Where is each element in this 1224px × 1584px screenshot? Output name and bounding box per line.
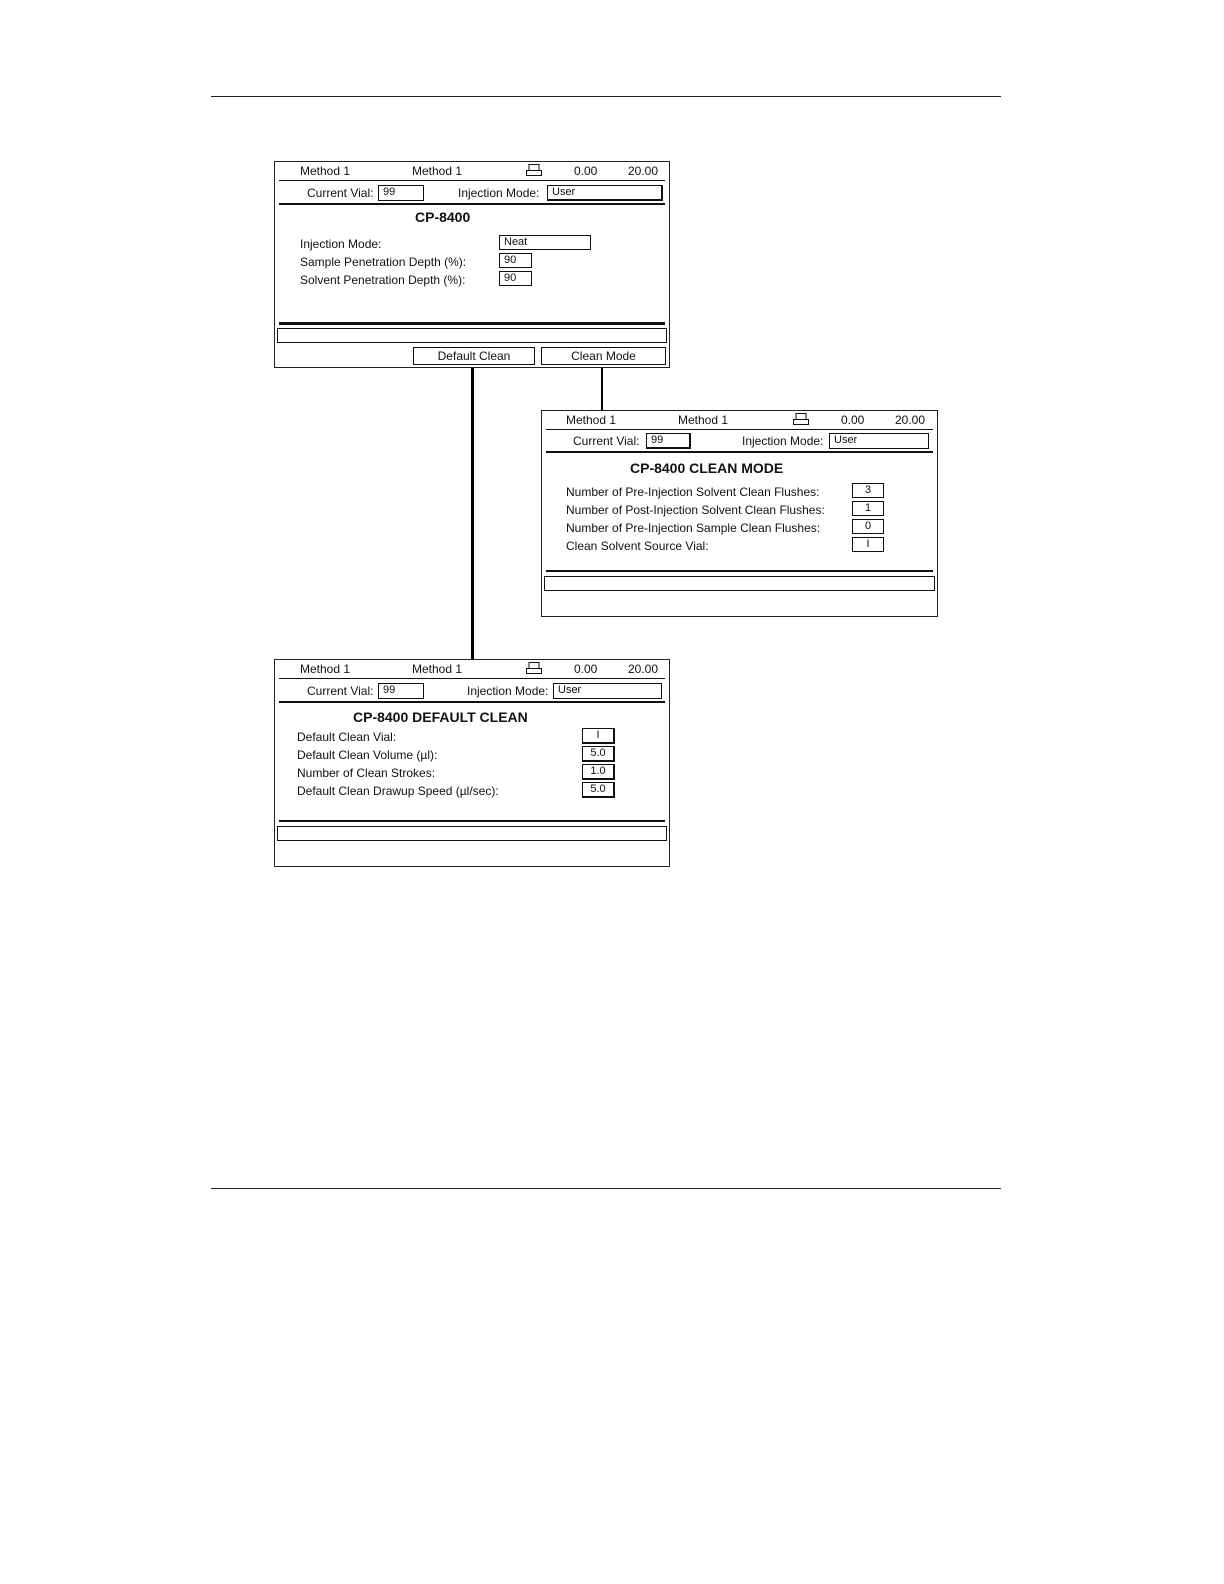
- footer-divider: [546, 570, 933, 572]
- solvent-penetration-field[interactable]: 90: [499, 271, 532, 286]
- field-label: Default Clean Drawup Speed (µl/sec):: [297, 784, 499, 798]
- field-label: Number of Pre-Injection Sample Clean Flushes:: [566, 521, 821, 535]
- screen-clean-mode: [541, 410, 938, 617]
- connector-clean-mode: [601, 367, 603, 411]
- header-divider: [279, 678, 665, 679]
- screen-title: CP-8400 DEFAULT CLEAN: [353, 709, 528, 725]
- message-bar: [544, 576, 935, 591]
- info-divider: [546, 451, 933, 453]
- bottom-page-rule: [211, 1188, 1001, 1189]
- screen-title: CP-8400: [415, 209, 471, 225]
- header-value-2: 20.00: [628, 662, 659, 676]
- post-injection-solvent-flushes-field[interactable]: 1: [852, 501, 884, 516]
- pre-injection-sample-flushes-field[interactable]: 0: [852, 519, 884, 534]
- field-label: Sample Penetration Depth (%):: [300, 255, 467, 269]
- message-bar: [277, 826, 667, 841]
- screen-cp8400: [274, 161, 670, 368]
- injection-mode-select[interactable]: Neat: [499, 235, 591, 250]
- field-label: Number of Post-Injection Solvent Clean Flushes:: [566, 503, 825, 517]
- header-method-b: Method 1: [412, 662, 463, 676]
- injection-mode-field[interactable]: User: [829, 433, 929, 449]
- field-label: Default Clean Vial:: [297, 730, 397, 744]
- injection-mode-label: Injection Mode:: [458, 186, 540, 200]
- injection-mode-label: Injection Mode:: [467, 684, 549, 698]
- top-page-rule: [211, 96, 1001, 97]
- drawup-speed-field[interactable]: 5.0: [582, 782, 615, 798]
- header-value-2: 20.00: [895, 413, 926, 427]
- current-vial-label: Current Vial:: [307, 684, 374, 698]
- header-method-b: Method 1: [678, 413, 729, 427]
- field-label: Solvent Penetration Depth (%):: [300, 273, 466, 287]
- clean-solvent-source-vial-field[interactable]: I: [852, 537, 884, 552]
- footer-divider: [279, 820, 665, 822]
- current-vial-label: Current Vial:: [307, 186, 374, 200]
- injection-mode-field[interactable]: User: [553, 683, 662, 699]
- connector-default-clean: [471, 367, 474, 660]
- default-clean-vial-field[interactable]: I: [582, 728, 615, 744]
- info-divider: [279, 701, 665, 703]
- header-divider: [546, 429, 933, 430]
- field-label: Number of Clean Strokes:: [297, 766, 436, 780]
- message-bar: [277, 328, 667, 343]
- current-vial-label: Current Vial:: [573, 434, 640, 448]
- header-divider: [279, 180, 665, 181]
- printer-icon: [526, 164, 542, 176]
- header-value-1: 0.00: [841, 413, 865, 427]
- header-method-a: Method 1: [300, 164, 351, 178]
- header-method-b: Method 1: [412, 164, 463, 178]
- default-clean-button[interactable]: Default Clean: [413, 347, 535, 365]
- current-vial-field[interactable]: 99: [378, 683, 424, 699]
- sample-penetration-field[interactable]: 90: [499, 253, 532, 268]
- field-label: Clean Solvent Source Vial:: [566, 539, 709, 553]
- footer-divider: [279, 322, 665, 325]
- printer-icon: [526, 662, 542, 674]
- header-value-1: 0.00: [574, 662, 598, 676]
- header-value-2: 20.00: [628, 164, 659, 178]
- field-label: Injection Mode:: [300, 237, 382, 251]
- field-label: Number of Pre-Injection Solvent Clean Flushes:: [566, 485, 820, 499]
- injection-mode-field[interactable]: User: [547, 185, 663, 201]
- default-clean-volume-field[interactable]: 5.0: [582, 746, 615, 762]
- info-divider: [279, 203, 665, 205]
- clean-mode-button[interactable]: Clean Mode: [541, 347, 666, 365]
- printer-icon: [793, 413, 809, 425]
- clean-strokes-field[interactable]: 1.0: [582, 764, 615, 780]
- injection-mode-label: Injection Mode:: [742, 434, 824, 448]
- header-method-a: Method 1: [300, 662, 351, 676]
- pre-injection-solvent-flushes-field[interactable]: 3: [852, 483, 884, 498]
- screen-title: CP-8400 CLEAN MODE: [630, 460, 784, 476]
- current-vial-field[interactable]: 99: [378, 185, 424, 201]
- current-vial-field[interactable]: 99: [646, 433, 691, 449]
- header-method-a: Method 1: [566, 413, 617, 427]
- header-value-1: 0.00: [574, 164, 598, 178]
- field-label: Default Clean Volume (µl):: [297, 748, 438, 762]
- screen-default-clean: [274, 659, 670, 867]
